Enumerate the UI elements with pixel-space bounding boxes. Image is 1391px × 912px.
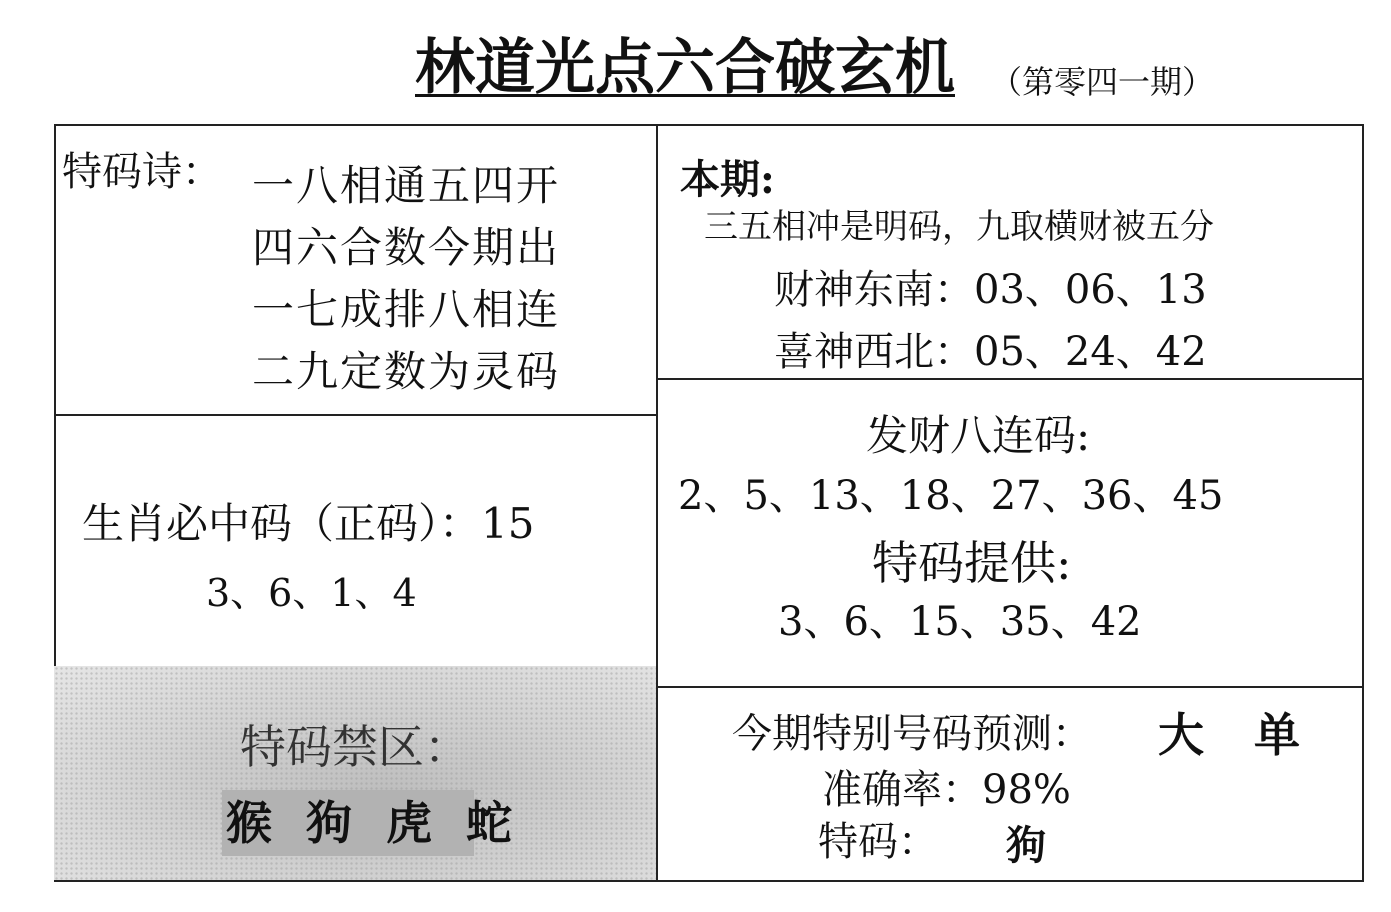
right-divider-1 [656, 378, 1364, 380]
banned-animals: 猴 狗 虎 蛇 [226, 796, 513, 850]
prediction-special-label: 特码： [818, 819, 938, 865]
wealth-god: 财神东南：03、06、13 [774, 267, 1207, 313]
prediction-label: 今期特别号码预测： [732, 711, 1092, 757]
special-numbers: 3、6、15、35、42 [778, 599, 1142, 645]
left-divider-1 [54, 414, 656, 416]
poem-line-3: 一七成排八相连 [252, 285, 561, 334]
joy-god: 喜神西北：05、24、42 [774, 329, 1207, 375]
poem-line-1: 一八相通五四开 [252, 161, 561, 210]
zodiac-numbers: 3、6、1、4 [206, 571, 417, 615]
prediction-special-value: 狗 [1006, 822, 1046, 869]
center-divider [656, 124, 658, 882]
poem-label: 特码诗： [62, 149, 222, 195]
eight-label: 发财八连码: [866, 411, 1091, 460]
issue-number: （第零四一期） [990, 63, 1215, 101]
prediction-value: 大 单 [1158, 708, 1301, 762]
poem-line-2: 四六合数今期出 [252, 223, 561, 272]
eight-numbers: 2、5、13、18、27、36、45 [678, 473, 1224, 519]
poem-line-4: 二九定数为灵码 [252, 347, 561, 396]
current-riddle: 三五相冲是明码，九取横财被五分 [704, 207, 1214, 247]
prediction-accuracy: 准确率：98% [822, 767, 1071, 813]
right-divider-2 [656, 686, 1364, 688]
page-title: 林道光点六合破玄机 [415, 33, 955, 103]
zodiac-label: 生肖必中码（正码）：15 [82, 499, 535, 548]
banned-label: 特码禁区： [240, 720, 470, 774]
current-label: 本期: [680, 156, 775, 203]
special-label: 特码提供: [872, 536, 1072, 590]
